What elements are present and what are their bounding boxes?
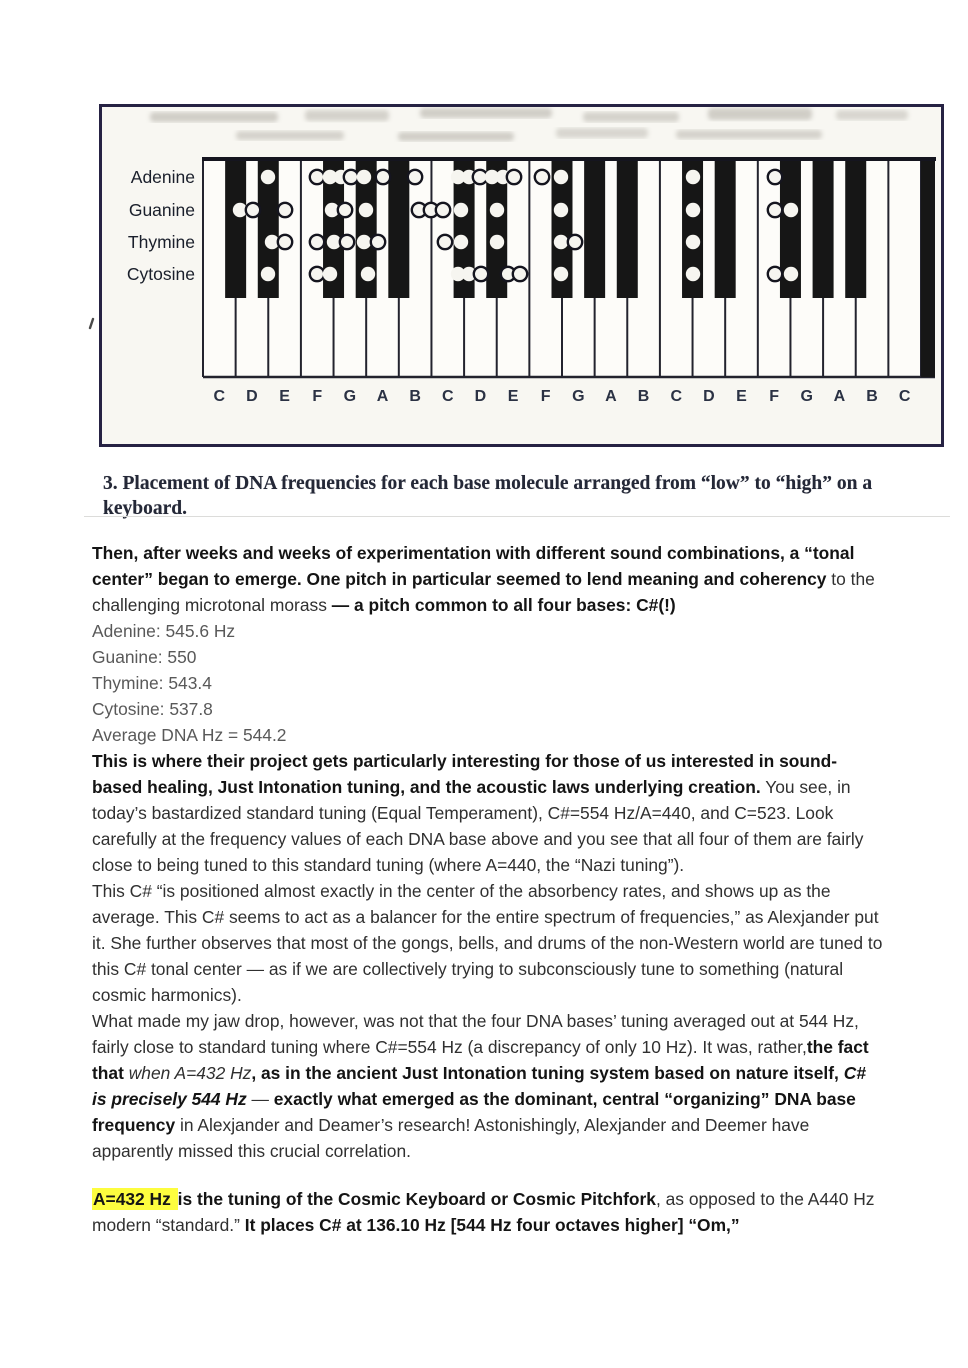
svg-text:C: C: [441, 388, 454, 405]
svg-text:C: C: [898, 388, 911, 405]
svg-text:A: A: [833, 388, 846, 405]
svg-text:E: E: [507, 388, 519, 405]
svg-text:C: C: [213, 388, 226, 405]
text-run: This C# “is positioned almost exactly in the center of the absorbency rates, and shows up as the average. This C# seems to act as a balancer for the entire spectrum of frequencies,” as Alexjander put it. She further observes that most of the gongs, bells, and drums of the non-Western world are tuned to this C# tonal center — as if we are collectively trying to subconsciously tune to something (natural cosmic harmonics).: [92, 881, 883, 1005]
text-run: You see, in today’s bastardized standard tuning (Equal Temperament), C#=554 Hz/A=440, and C=523. Look carefully at the frequency values of each DNA base above and you see that all four of them are fairly close to being tuned to this standard tuning (where A=440, the “Nazi tuning”).: [92, 777, 864, 875]
text-run: Then, after weeks and weeks of experimentation with different sound combinations, a “tonal center” began to emerge. One pitch in particular seemed to lend meaning and coherency: [92, 543, 855, 589]
paragraph-2: [92, 748, 884, 878]
svg-text:F: F: [769, 388, 780, 405]
frequency-line: Thymine: 543.4: [92, 673, 212, 693]
text-run: C# is precisely 544 Hz: [92, 1063, 866, 1109]
svg-text:Guanine: Guanine: [128, 200, 195, 220]
svg-text:D: D: [474, 388, 487, 405]
svg-text:E: E: [736, 388, 747, 405]
text-run: A=432 Hz: [93, 1189, 176, 1209]
frequency-line: Adenine: 545.6 Hz: [92, 621, 236, 641]
text-run: This is where their project gets particularly interesting for those of us interested in sound-based healing, Just Intonation tuning, and the acoustic laws underlying creation.: [92, 751, 838, 797]
text-run: to the challenging microtonal morass: [92, 569, 875, 615]
paragraph-5: [92, 1186, 884, 1238]
text-run: —: [246, 1089, 274, 1109]
frequency-list: [92, 618, 884, 748]
text-run: is the tuning of the Cosmic Keyboard or Cosmic Pitchfork: [177, 1189, 656, 1209]
text-run: in Alexjander and Deamer’s research! Astonishingly, Alexjander and Deemer have apparently missed this crucial correlation.: [92, 1115, 810, 1161]
svg-text:C: C: [670, 388, 683, 405]
text-run: , as in the ancient Just Intonation tuning system based on nature itself,: [251, 1063, 844, 1083]
frequency-line: Average DNA Hz = 544.2: [92, 725, 287, 745]
svg-text:A: A: [605, 388, 617, 405]
svg-text:Cytosine: Cytosine: [126, 264, 195, 284]
paragraph-1: [92, 540, 884, 618]
svg-text:F: F: [540, 388, 551, 405]
paragraph-4: [92, 1008, 884, 1164]
paragraph-3: [92, 878, 884, 1008]
text-run: It places C# at 136.10 Hz [544 Hz four octaves higher] “Om,”: [244, 1215, 740, 1235]
figure-caption: 3. Placement of DNA frequencies for each base molecule arranged from “low” to “high” on a keyboard.: [103, 472, 873, 519]
svg-text:B: B: [637, 388, 650, 405]
svg-text:Thymine: Thymine: [127, 232, 195, 252]
text-run: when A=432 Hz: [128, 1063, 252, 1083]
article: [92, 540, 884, 1238]
frequency-line: Guanine: 550: [92, 647, 197, 667]
keyboard-top-rail: [202, 157, 936, 161]
text-run: , as opposed to the A440 Hz modern “standard.”: [92, 1189, 875, 1235]
text-run: What made my jaw drop, however, was not that the four DNA bases’ tuning averaged out at 544 Hz, fairly close to standard tuning where C#=554 Hz (a discrepancy of only 10 Hz). It was, rather,: [92, 1011, 859, 1057]
keyboard-end-edge: [921, 160, 935, 377]
text-run: exactly what emerged as the dominant, central “organizing” DNA base frequency: [92, 1089, 856, 1135]
scan-stray-mark: [90, 319, 93, 328]
svg-text:D: D: [246, 388, 258, 405]
dna-keyboard-figure: [0, 0, 968, 460]
section-divider: [84, 516, 950, 517]
svg-text:E: E: [279, 388, 290, 405]
svg-text:G: G: [572, 388, 585, 405]
text-run: — a pitch common to all four bases: C#(!): [331, 595, 676, 615]
svg-text:B: B: [866, 388, 878, 405]
frequency-line: Cytosine: 537.8: [92, 699, 213, 719]
svg-text:D: D: [703, 388, 715, 405]
text-run: the fact that: [92, 1037, 869, 1083]
svg-text:F: F: [312, 388, 323, 405]
svg-text:A: A: [376, 388, 389, 405]
svg-text:G: G: [800, 388, 813, 405]
svg-text:G: G: [343, 388, 357, 405]
svg-text:Adenine: Adenine: [130, 167, 195, 187]
svg-text:B: B: [409, 388, 421, 405]
